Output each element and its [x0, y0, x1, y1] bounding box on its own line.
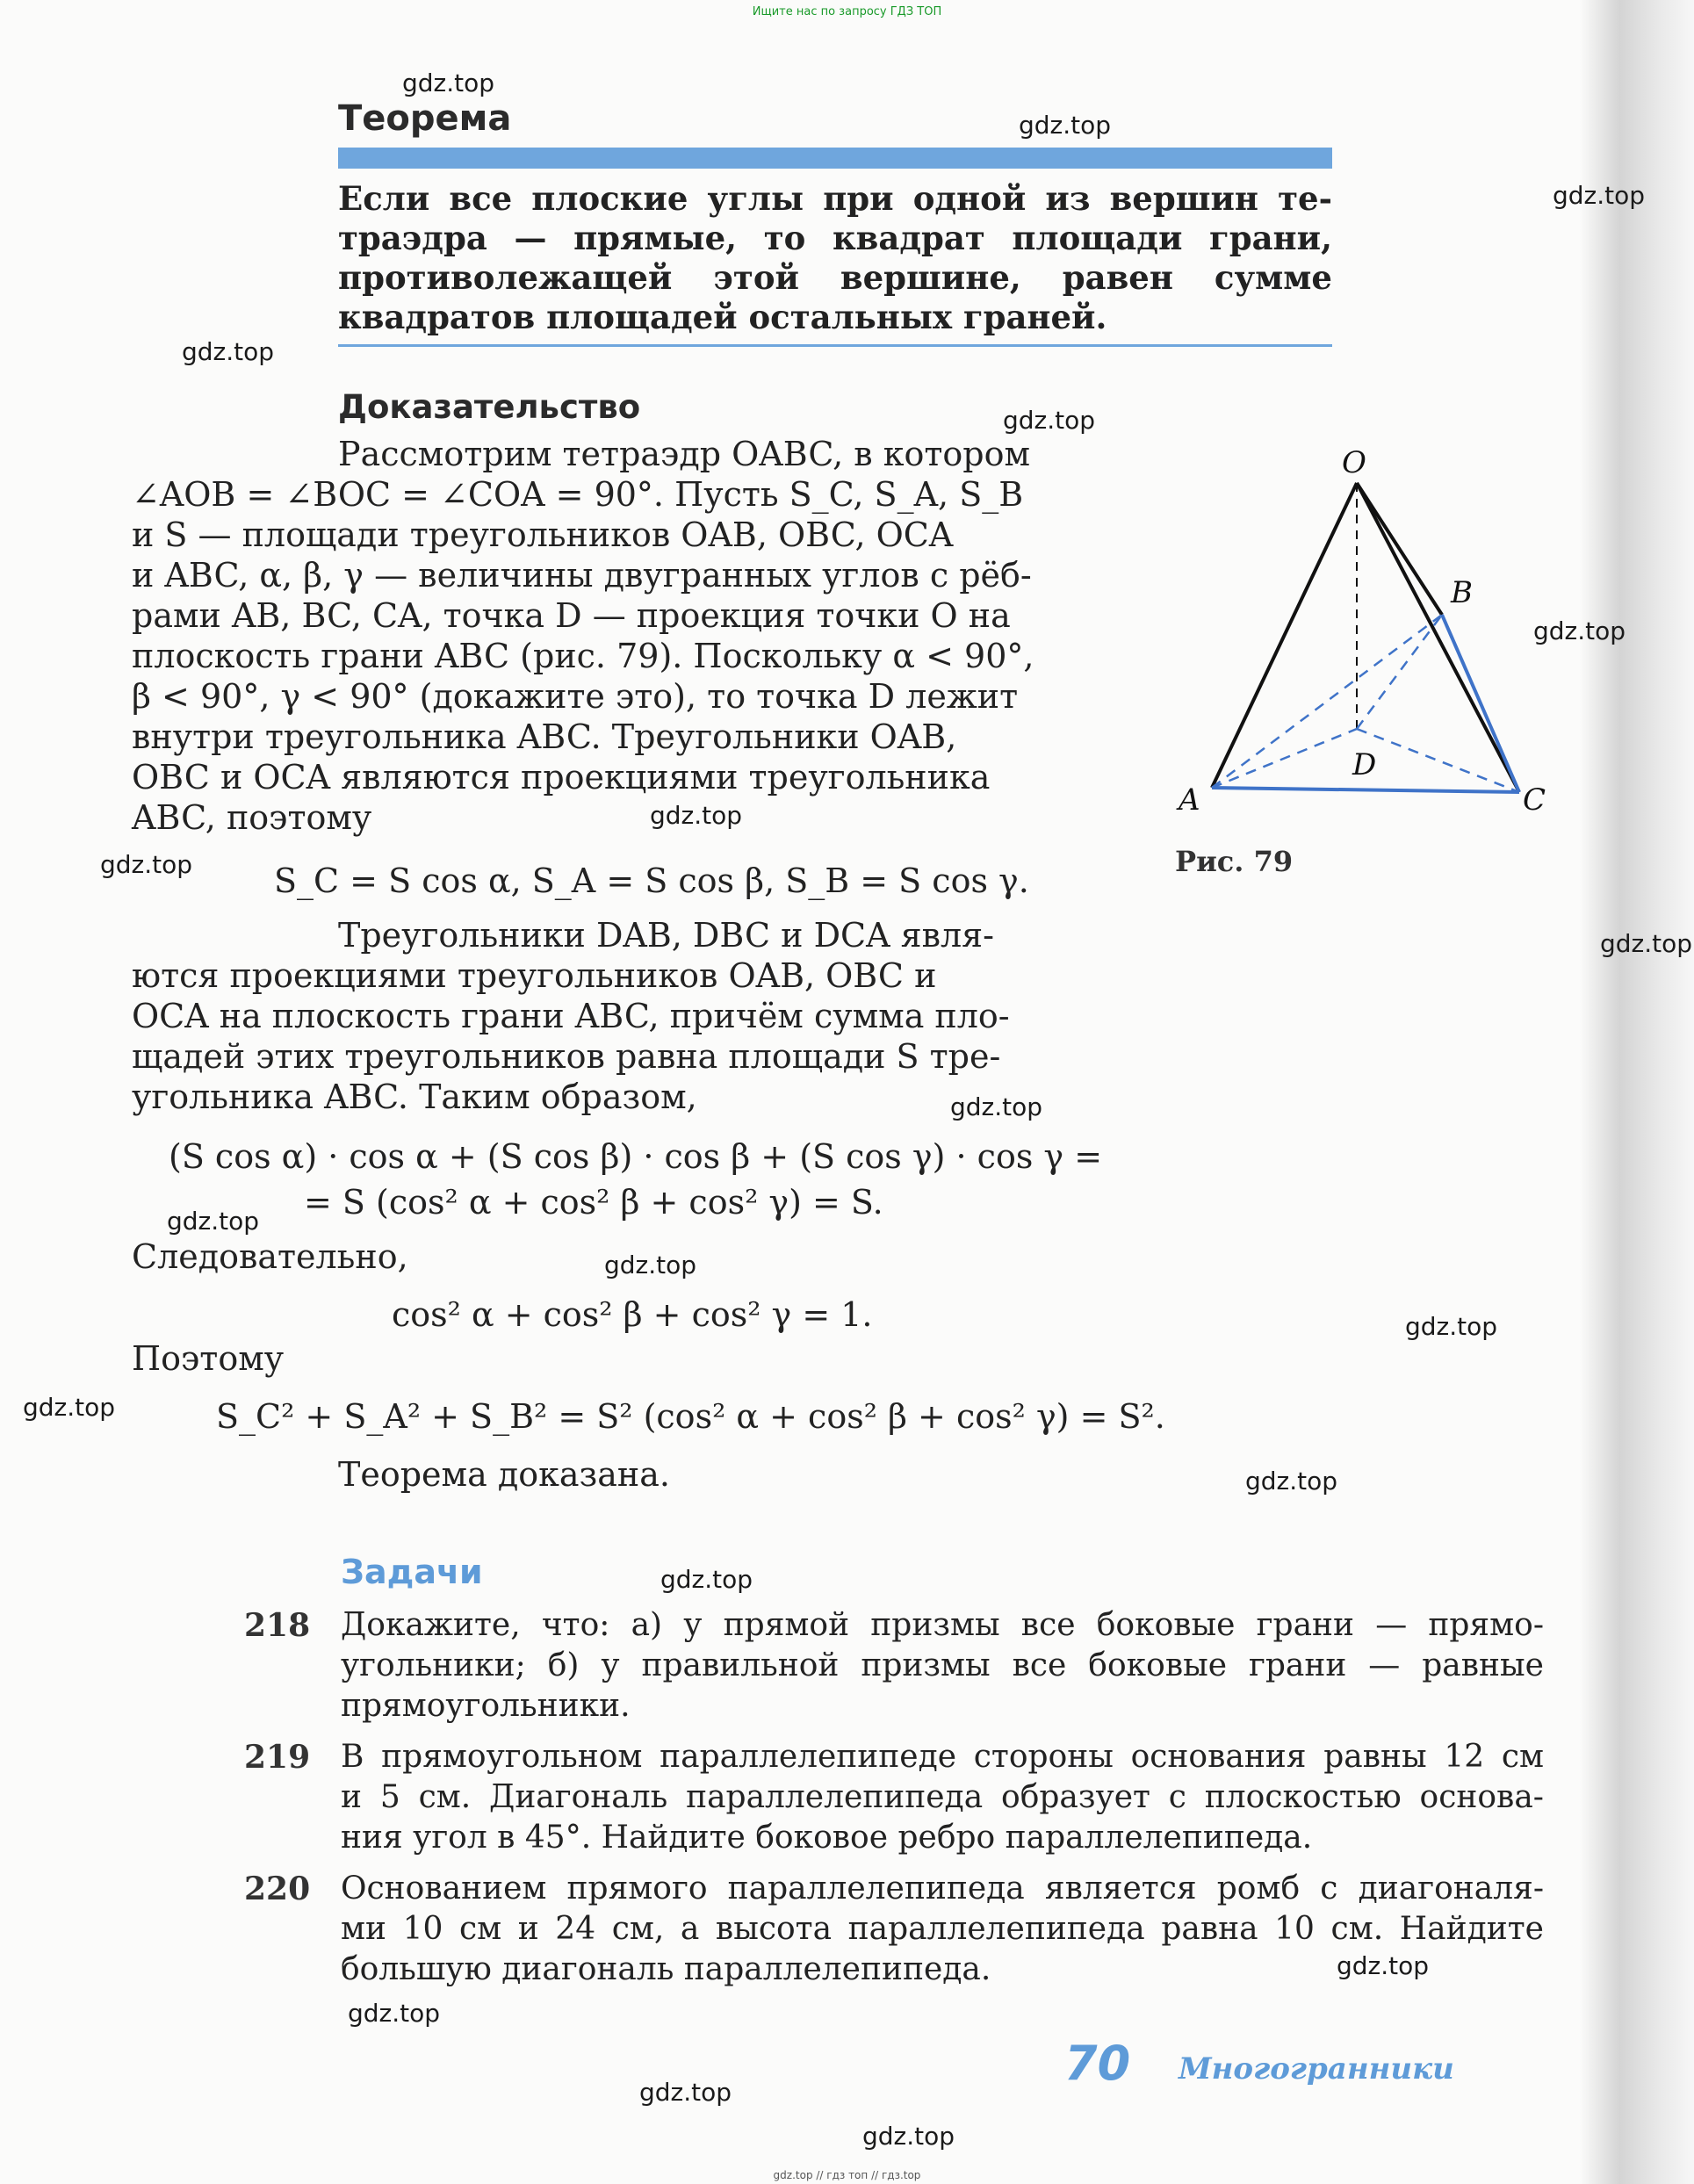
- theorem-text: [338, 179, 1332, 337]
- task-number: 220: [244, 1870, 311, 1907]
- watermark: gdz.top: [1003, 406, 1096, 435]
- edge-AB-hidden: [1212, 615, 1442, 788]
- proof-line: ABC, поэтому: [132, 798, 372, 837]
- watermark: gdz.top: [100, 850, 193, 879]
- proof-line: ∠AOB = ∠BOC = ∠COA = 90°. Пусть S_C, S_A, S_B: [132, 475, 1024, 514]
- task-line: Докажите, что: а) у прямой призмы все боковые грани — прямо-: [341, 1607, 1544, 1643]
- task-line: Основанием прямого параллелепипеда является ромб с диагоналя-: [341, 1870, 1544, 1906]
- watermark: gdz.top: [1600, 929, 1693, 958]
- label-D: D: [1352, 747, 1377, 782]
- segment-AD: [1212, 729, 1357, 788]
- figure-caption: Рис. 79: [1175, 845, 1294, 878]
- page-number: 70: [1064, 2036, 1131, 2091]
- edge-OC: [1357, 483, 1519, 792]
- watermark: gdz.top: [23, 1393, 116, 1422]
- watermark: gdz.top: [1553, 181, 1646, 210]
- watermark: gdz.top: [604, 1251, 697, 1279]
- watermark: gdz.top: [1337, 1951, 1430, 1980]
- bottom-banner[interactable]: gdz.top // гдз топ // гдз.top: [773, 2169, 921, 2181]
- proof-line: Треугольники DAB, DBC и DCA явля-: [338, 916, 994, 955]
- label-A: A: [1179, 782, 1200, 818]
- proof-line: и S — площади треугольников OAB, OBC, OCA: [132, 515, 954, 554]
- top-banner[interactable]: Ищите нас по запросу ГДЗ ТОП: [752, 5, 942, 18]
- watermark: gdz.top: [950, 1092, 1043, 1121]
- segment-DB: [1357, 615, 1442, 729]
- proof-line: внутри треугольника ABC. Треугольники OAB,: [132, 717, 957, 756]
- formula-cos-identity: cos² α + cos² β + cos² γ = 1.: [392, 1295, 873, 1334]
- label-C: C: [1523, 782, 1546, 818]
- tasks-title: Задачи: [341, 1553, 483, 1591]
- label-B: B: [1451, 575, 1473, 610]
- edge-AC: [1212, 788, 1519, 792]
- watermark: gdz.top: [1019, 111, 1112, 140]
- tetrahedron-figure: [1168, 430, 1546, 834]
- proof-line: ются проекциями треугольников OAB, OBC и: [132, 956, 937, 995]
- task-line: большую диагональ параллелепипеда.: [341, 1951, 991, 1987]
- theorem-title: Теорема: [338, 98, 512, 139]
- theorem-line: Если все плоские углы при одной из вершин те-: [338, 179, 1332, 218]
- watermark: gdz.top: [348, 1999, 441, 2028]
- watermark: gdz.top: [1405, 1312, 1498, 1341]
- theorem-bar: [338, 148, 1332, 169]
- watermark: gdz.top: [639, 2078, 732, 2107]
- task-line: ния угол в 45°. Найдите боковое ребро параллелепипеда.: [341, 1820, 1313, 1856]
- task-line: прямоугольники.: [341, 1688, 631, 1724]
- proof-line: OBC и OCA являются проекциями треугольника: [132, 758, 991, 796]
- theorem-underline: [338, 344, 1332, 347]
- proof-line: плоскость грани ABC (рис. 79). Поскольку α < 90°,: [132, 637, 1034, 675]
- task-line: ми 10 см и 24 см, а высота параллелепипеда равна 10 см. Найдите: [341, 1911, 1544, 1947]
- task-number: 219: [244, 1739, 311, 1776]
- task-line: и 5 см. Диагональ параллелепипеда образует с плоскостью основа-: [341, 1779, 1544, 1815]
- edge-OB: [1357, 483, 1442, 615]
- formula-sum-line1: (S cos α) · cos α + (S cos β) · cos β + (S cos γ) · cos γ =: [169, 1137, 1103, 1176]
- proof-line: рами AB, BC, CA, точка D — проекция точки O на: [132, 596, 1011, 635]
- watermark: gdz.top: [660, 1565, 753, 1594]
- watermark: gdz.top: [402, 68, 495, 97]
- watermark: gdz.top: [167, 1207, 260, 1236]
- theorem-line: противолежащей этой вершине, равен сумме: [338, 258, 1332, 297]
- proof-line: щадей этих треугольников равна площади S тре-: [132, 1037, 1001, 1076]
- proof-line: Следовательно,: [132, 1237, 408, 1276]
- edge-OA: [1212, 483, 1357, 788]
- proof-line: угольника ABC. Таким образом,: [132, 1078, 697, 1116]
- task-line: В прямоугольном параллелепипеде стороны основания равны 12 см: [341, 1739, 1544, 1775]
- page-edge-shadow: [1580, 0, 1694, 2184]
- theorem-line: квадратов площадей остальных граней.: [338, 298, 1107, 336]
- proof-title: Доказательство: [338, 388, 641, 426]
- formula-result: S_C² + S_A² + S_B² = S² (cos² α + cos² β + cos² γ) = S².: [216, 1397, 1165, 1436]
- proof-line: Поэтому: [132, 1339, 285, 1378]
- formula-projections: S_C = S cos α, S_A = S cos β, S_B = S cos γ.: [274, 861, 1029, 900]
- proof-line: и ABC, α, β, γ — величины двугранных углов с рёб-: [132, 556, 1032, 595]
- watermark: gdz.top: [862, 2122, 955, 2151]
- theorem-line: траэдра — прямые, то квадрат площади грани,: [338, 219, 1332, 257]
- proof-line: Рассмотрим тетраэдр OABC, в котором: [338, 435, 1030, 473]
- section-name: Многогранники: [1179, 2051, 1454, 2087]
- proof-line: β < 90°, γ < 90° (докажите это), то точка D лежит: [132, 677, 1019, 716]
- watermark: gdz.top: [650, 801, 743, 830]
- proof-line: OCA на плоскость грани ABC, причём сумма пло-: [132, 997, 1010, 1035]
- formula-sum-line2: = S (cos² α + cos² β + cos² γ) = S.: [304, 1183, 883, 1222]
- watermark: gdz.top: [1533, 616, 1626, 645]
- watermark: gdz.top: [1245, 1467, 1338, 1496]
- task-line: угольники; б) у правильной призмы все боковые грани — равные: [341, 1647, 1544, 1683]
- edge-BC: [1442, 615, 1519, 792]
- label-O: O: [1342, 445, 1366, 480]
- task-number: 218: [244, 1607, 311, 1644]
- proof-end: Теорема доказана.: [338, 1455, 670, 1494]
- watermark: gdz.top: [182, 337, 275, 366]
